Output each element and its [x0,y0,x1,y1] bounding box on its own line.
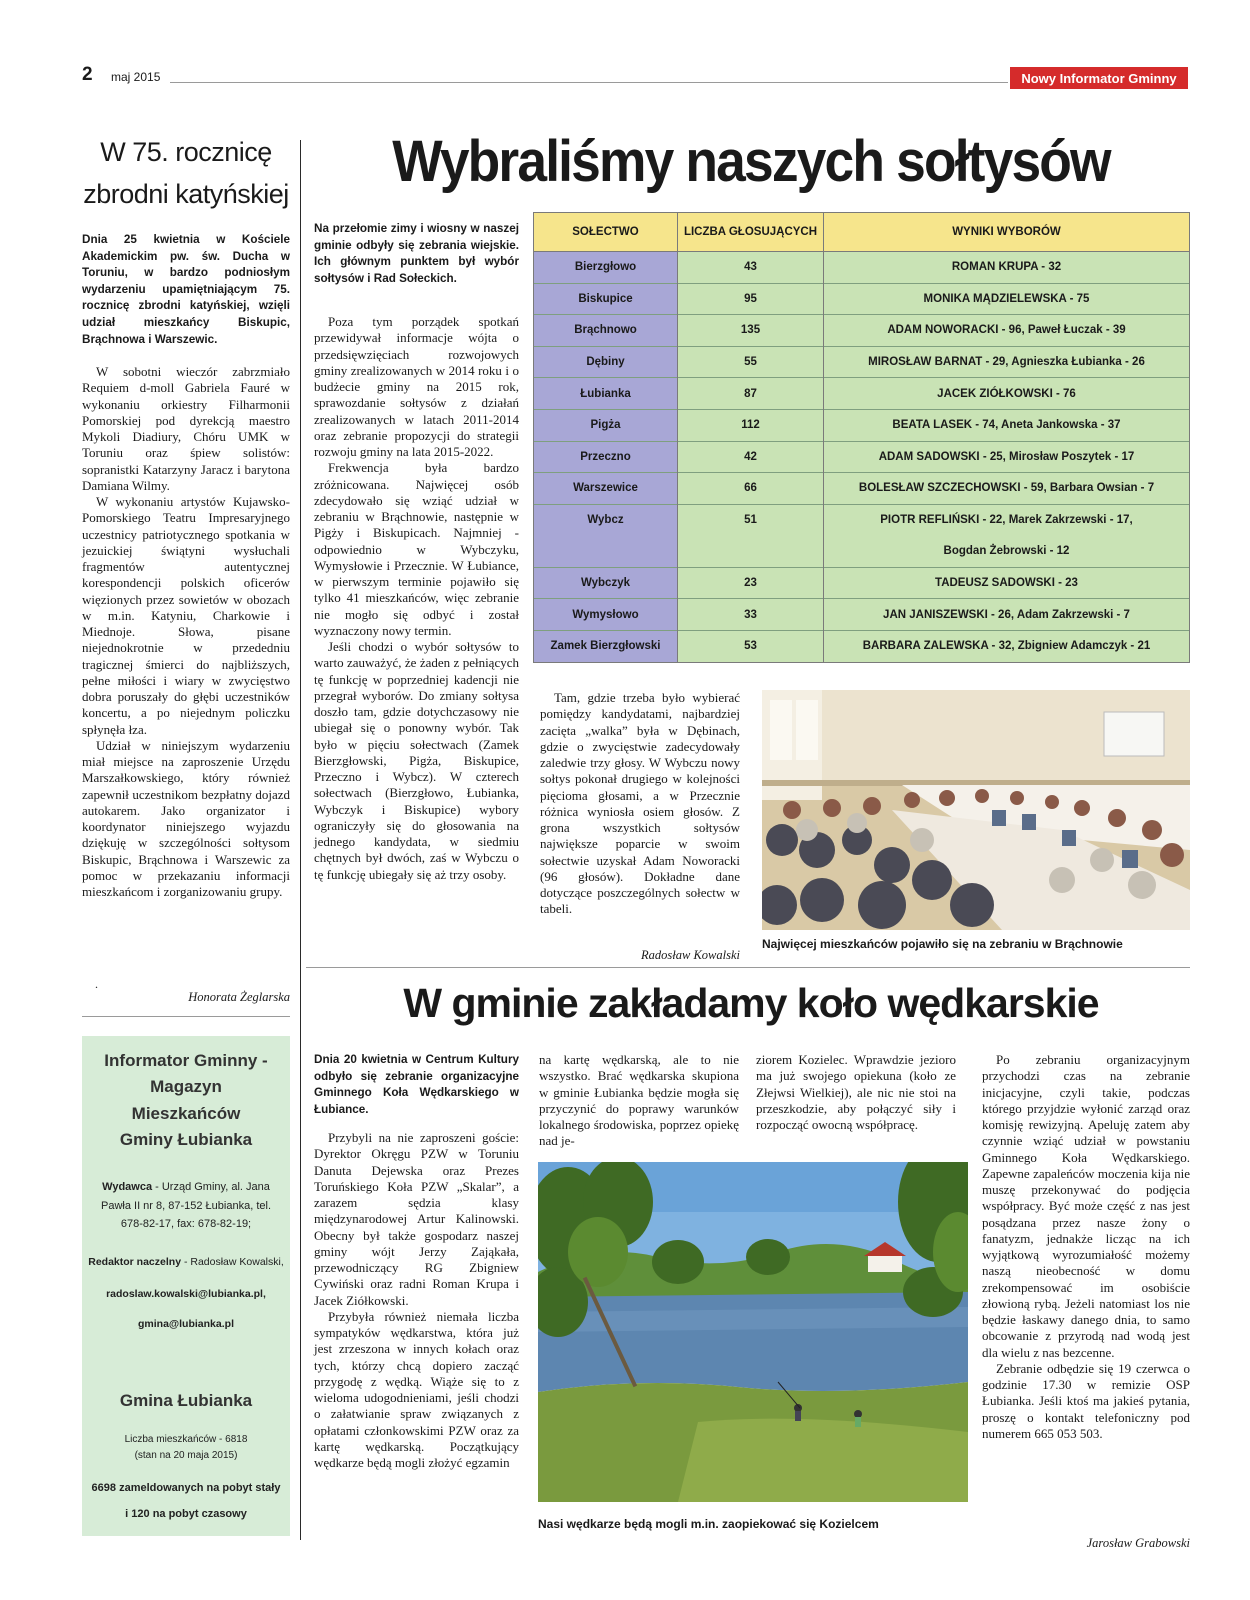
fishing-body-col2: na kartę wędkarską, ale to nie wszystko. Brać wędkarska skupiona w gminie Łubianka będzie mogła się przyczynić do poprawy warunków lokalnego środowiska, poprzez opiekę nad je- [539,1052,739,1149]
result-line: PIOTR REFLIŃSKI - 22, Marek Zakrzewski - 17, [880,513,1133,526]
village-cell: Brąchnowo [534,315,678,347]
meeting-photo [762,690,1190,930]
result-cell: ADAM SADOWSKI - 25, Mirosław Poszytek - 17 [824,441,1190,473]
voters-cell: 55 [678,346,824,378]
fishing-paragraph: Zebranie odbędzie się 19 czerwca o godzinie 17.30 w remizie OSP Łubianka. Jeśli ktoś ma jakieś pytania, proszę o kontakt telefoniczny pod numerem 665 053 503. [982,1360,1190,1441]
elections-author: Radosław Kowalski [641,948,740,962]
fishing-body-col3: ziorem Kozielec. Wprawdzie jezioro ma już swojego opiekuna (koło ze Złejwsi Wielkiej), ale nic nie stoi na przeszkodzie, aby połączyć siły i rozpocząć owocną współpracę. [756,1052,956,1132]
voters-cell: 53 [678,630,824,662]
result-cell: MIROSŁAW BARNAT - 29, Agnieszka Łubianka - 26 [824,346,1190,378]
table-row [534,567,1190,599]
table-row [534,473,1190,505]
fishing-paragraph: Przybyła również niemała liczba sympatyków wędkarstwa, która już jest zrzeszona w innych kołach oraz tych, którzy chcą dopiero zacząć przygodę z wędką. Wiąże się to z wieloma udogodnieniami, jeśli chodzi o załatwianie spraw związanych z opłatami członkowskimi PZW oraz za kartę wędkarską. Początkujący wędkarze będą mogli złożyć egzamin [314,1308,519,1470]
village-cell: Wybcz [534,504,678,567]
elections-body-col2 [540,690,740,918]
result-cell: ADAM NOWORACKI - 96, Paweł Łuczak - 39 [824,315,1190,347]
result-cell: MONIKA MĄDZIELEWSKA - 75 [824,283,1190,315]
voters-cell: 42 [678,441,824,473]
editor-info [82,1256,290,1268]
result-cell: JACEK ZIÓŁKOWSKI - 76 [824,378,1190,410]
fishing-paragraph: Przybyli na nie zaproszeni goście: Dyrektor Okręgu PZW w Toruniu Danuta Dejewska oraz Prezes Toruńskiego Koła PZW „Skalar”, a zarazem sędzia klasy międzynarodowej Artur Kalinowski. Obecny był także gospodarz naszej gminy wójt Jerzy Zająkała, przewodniczący RG Zbigniew Cywiński oraz radni Roman Krupa i Jacek Ziółkowski. [314,1130,519,1308]
result-cell: ROMAN KRUPA - 32 [824,252,1190,284]
village-cell: Warszewice [534,473,678,505]
column-header-village: SOŁECTWO [534,213,678,252]
editor-email-link[interactable]: radoslaw.kowalski@lubianka.pl, [106,1288,266,1300]
village-cell: Zamek Bierzgłowski [534,630,678,662]
katyn-author: Honorata Żeglarska [188,990,290,1004]
editor-text: - Radosław Kowalski, [181,1256,284,1268]
table-row [534,599,1190,631]
katyn-paragraph: Udział w niniejszym wydarzeniu miał miejsce na zaproszenie Urzędu Marszałkowskiego, który również zapewnił uczestnikom bezpłatny dojazd autokarem. Jako organizator i koordynator niniejszego wyjazdu dziękuję w szczególności sołtysom Biskupic, Brąchnowa i Warszewic za pomoc w przekazaniu informacji mieszkańcom i zorganizowaniu grupy. [82,737,290,899]
masthead-title-line: Magazyn [150,1077,222,1097]
katyn-title-line: zbrodni katyńskiej [83,178,289,209]
table-row [534,378,1190,410]
result-cell: TADEUSZ SADOWSKI - 23 [824,567,1190,599]
voters-cell: 43 [678,252,824,284]
population-count: Liczba mieszkańców - 6818 [124,1434,248,1445]
office-email-link[interactable]: gmina@lubianka.pl [137,1318,234,1330]
voters-cell: 87 [678,378,824,410]
table-row [534,252,1190,284]
voters-cell: 51 [678,504,824,567]
table-row [534,315,1190,347]
result-cell [824,504,1190,567]
elections-paragraph: Frekwencja była bardzo zróżnicowana. Najwięcej osób zdecydowało się wziąć udział w zebraniu w Brąchnowie, następnie w Pigży i Biskupicach. Najmniej - odpowiednio w Wybczyku, Wymysłowie i Przecznie. W Łubiance, w pierwszym terminie pojawiło się tylko 41 mieszkańców, więc zebranie nie mogło się odbyć i został wyznaczony nowy termin. [314,460,519,638]
elections-article-title: Wybraliśmy naszych sołtysów [392,129,1110,194]
election-results-table [533,212,1190,663]
result-cell: BEATA LASEK - 74, Aneta Jankowska - 37 [824,409,1190,441]
elections-body [314,314,519,883]
population-date: (stan na 20 maja 2015) [134,1450,238,1461]
fishing-body-col1 [314,1130,519,1471]
voters-cell: 33 [678,599,824,631]
table-row [534,441,1190,473]
voters-cell: 23 [678,567,824,599]
katyn-lead: Dnia 25 kwietnia w Kościele Akademickim pw. św. Ducha w Toruniu, w bardzo podniosłym wydarzeniu upamiętniającym 75. rocznicę zbrodni katyńskiej, wzięli udział mieszkańcy Biskupic, Brąchnowa i Warszewic. [82,233,290,346]
voters-cell: 135 [678,315,824,347]
page-number: 2 [82,64,93,85]
village-cell: Łubianka [534,378,678,410]
lake-photo [538,1162,968,1502]
masthead-title-line: Informator Gminny - [104,1051,268,1070]
masthead-title-line: Gminy Łubianka [119,1130,253,1150]
village-cell: Przeczno [534,441,678,473]
table-header-row [534,213,1190,252]
elections-paragraph: Poza tym porządek spotkań przewidywał informacje wójta o przedsięwzięciach rozwojowych gminy zrealizowanych w 2014 roku i o budżecie gminy na 2015 rok, sprawozdanie sołtysów z działań zrealizowanych w latach 2011-2014 oraz zebranie propozycji do strategii rozwoju gminy na lata 2015-2022. [314,314,519,459]
katyn-title-line: W 75. rocznicę [100,137,272,167]
result-line: Bogdan Żebrowski - 12 [943,544,1070,557]
fishing-author: Jarosław Grabowski [1086,1536,1190,1550]
publisher-text: - Urząd Gminy, al. Jana Pawła II nr 8, 87-152 Łubianka, tel. 678-82-17, fax: 678-82-19; [101,1181,271,1231]
table-row [534,504,1190,567]
village-cell: Bierzgłowo [534,252,678,284]
residents-permanent: 6698 zameldowanych na pobyt stały [91,1482,281,1494]
fishing-article-title: W gminie zakładamy koło wędkarskie [403,980,1099,1026]
voters-cell: 95 [678,283,824,315]
table-row [534,409,1190,441]
katyn-paragraph: W sobotni wieczór zabrzmiało Requiem d-moll Gabriela Fauré w wykonaniu orkiestry Filharmonii Pomorskiej pod dyrekcją maestro Mykoli Diadiury, Chóru UMK w Toruniu oraz śpiew solistów: sopranistki Katarzyny Jaracz i barytona Damiana Wilmy. [82,364,290,493]
section-separator [306,967,1190,968]
elections-paragraph: Tam, gdzie trzeba było wybierać pomiędzy kandydatami, najbardziej zacięta „walka” była w Dębinach, gdzie o zwycięstwie zadecydowały zaledwie trzy głosy. W Wybczu nowy sołtys pokonał drugiego w kolejności pięcioma głosami, a w Przecznie różnica wyniosła osiem głosów. Z grona wszystkich sołtysów największe poparcie w swoim sołectwie uzyskał Adam Noworacki (96 głosów). Dokładne dane dotyczące poszczególnych sołectw w tabeli. [540,690,740,917]
elections-paragraph: Jeśli chodzi o wybór sołtysów to warto zauważyć, że żaden z pełniących tę funkcję w poprzedniej kadencji nie przegrał wyborów. Do zmiany sołtysa doszło tam, gdzie dotychczasowy nie ubiegał się o ponowny wybór. Tak było w pięciu sołectwach (Zamek Bierzgłowski, Pigża, Biskupice, Przeczno i Wybcz). W czterech sołectwach (Bierzgłowo, Łubianka, Wybczyk i Biskupice) wybory ograniczyły się do głosowania na jednego kandydata, w siedmiu chętnych był dwóch, zaś w Wybczu o tę funkcję ubiegały się aż trzy osoby. [314,639,519,882]
masthead-info-box [82,1036,290,1536]
katyn-article-title [82,132,290,216]
table-row [534,283,1190,315]
publisher-info [96,1178,276,1234]
village-cell: Pigża [534,409,678,441]
voters-cell: 66 [678,473,824,505]
fishing-body-col4 [982,1052,1190,1442]
masthead-title-line: Mieszkańców [131,1103,241,1123]
lake-photo-illustration [538,1162,968,1502]
elections-lead: Na przełomie zimy i wiosny w naszej gminie odbyły się zebrania wiejskie. Ich głównym punktem był wybór sołtysów i Rad Sołeckich. [314,222,519,285]
fishing-lead: Dnia 20 kwietnia w Centrum Kultury odbyło się zebranie organizacyjne Gminnego Koła Wędkarskiego w Łubiance. [314,1053,519,1116]
publisher-label: Wydawca [102,1181,153,1193]
result-cell: BOLESŁAW SZCZECHOWSKI - 59, Barbara Owsian - 7 [824,473,1190,505]
meeting-photo-caption: Najwięcej mieszkańców pojawiło się na zebraniu w Brąchnowie [762,937,1123,951]
column-header-voters: LICZBA GŁOSUJĄCYCH [678,213,824,252]
katyn-dot: . [95,977,98,991]
table-row [534,630,1190,662]
header-rule [170,82,1008,83]
masthead-title [82,1048,290,1153]
lake-photo-caption: Nasi wędkarze będą mogli m.in. zaopiekować się Kozielcem [538,1517,879,1531]
gmina-heading: Gmina Łubianka [119,1391,253,1410]
table-row [534,346,1190,378]
column-rule [300,140,301,1540]
katyn-paragraph: W wykonaniu artystów Kujawsko-Pomorskiego Teatru Impresaryjnego uczestnicy patriotycznego spotkania w jezuickiej świątyni wysłuchali fragmentów autentycznej korespondencji polskich oficerów więzionych przez sowietów w obozach w m.in. Katyniu, Charkowie i Miednoje. Słowa, pisane niejednokrotnie w przededniu tragicznej śmierci do najbliższych, pełne miłości i wiary w zwycięstwo dobra poruszały do głębi uczestników koncertu, a po niejednym policzku spłynęła łza. [82,494,290,737]
issue-date: maj 2015 [111,70,161,84]
result-cell: BARBARA ZALEWSKA - 32, Zbigniew Adamczyk - 21 [824,630,1190,662]
voters-cell: 112 [678,409,824,441]
meeting-photo-illustration [762,690,1190,930]
residents-temporary: i 120 na pobyt czasowy [125,1508,247,1520]
village-cell: Wybczyk [534,567,678,599]
result-cell: JAN JANISZEWSKI - 26, Adam Zakrzewski - 7 [824,599,1190,631]
katyn-body [82,364,290,900]
village-cell: Biskupice [534,283,678,315]
village-cell: Dębiny [534,346,678,378]
editor-label: Redaktor naczelny [88,1256,182,1268]
village-cell: Wymysłowo [534,599,678,631]
publication-badge: Nowy Informator Gminny [1010,67,1188,89]
column-header-results: WYNIKI WYBORÓW [824,213,1190,252]
left-column-separator [82,1016,290,1017]
fishing-paragraph: Po zebraniu organizacyjnym przychodzi czas na zebranie inicjacyjne, czyli takie, podczas którego przyjdzie wyłonić zarząd oraz komisję rewizyjną. Apeluję zatem aby czynnie wziąć udział w powstaniu Gminnego Koła Wędkarskiego. Zapewne zapaleńców moczenia kija nie muszę przekonywać do podjęcia współpracy. Być może część z nas jest posądzana przez nasze żony o fanatyzm, jednakże licząc na ich wyjątkową wyrozumiałość możemy naszą nieobecność w domu zrekompensować im osobiście złowioną rybą. Jeżeli natomiast los nie będzie łaskawy danego dnia, to samo obcowanie z przyrodą nad wodą jest dla wielu z nas bezcenne. [982,1052,1190,1360]
